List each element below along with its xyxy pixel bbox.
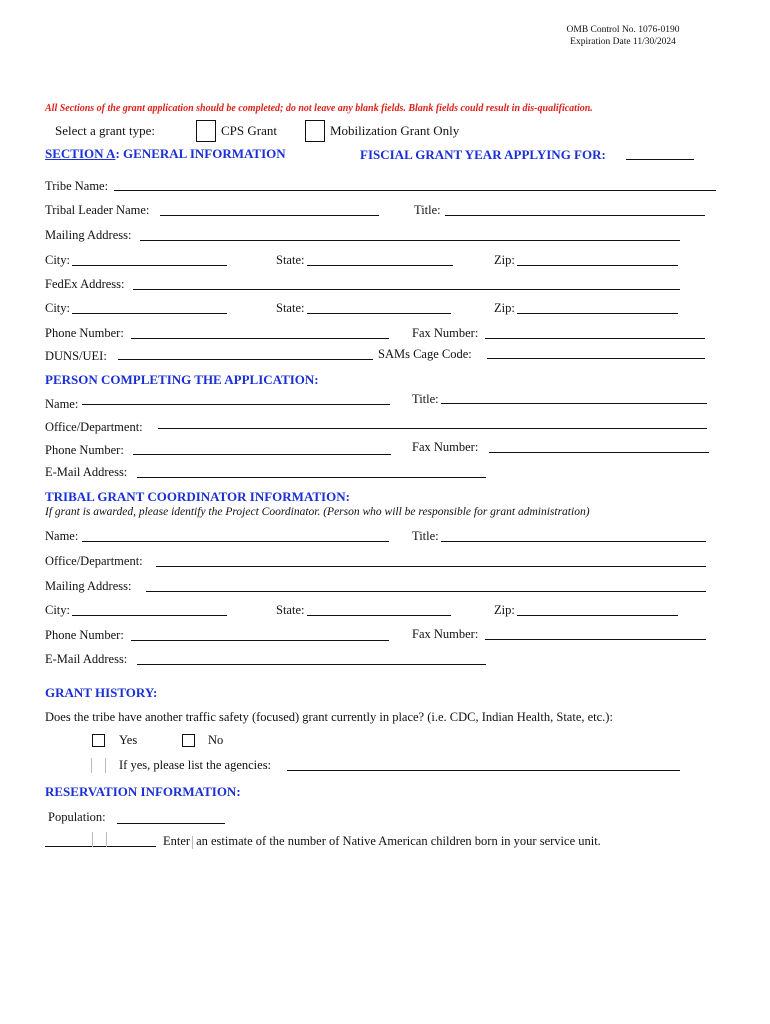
tribal-leader-name-field[interactable] [160, 215, 379, 216]
duns-uei-label: DUNS/UEI: [45, 349, 107, 363]
state-label: State: [276, 253, 305, 267]
person-fax-field[interactable] [489, 452, 709, 453]
coordinator-fax-label: Fax Number: [412, 627, 479, 641]
coordinator-phone-label: Phone Number: [45, 628, 124, 642]
population-label: Population: [48, 810, 106, 824]
tribe-name-label: Tribe Name: [45, 179, 109, 193]
fax-number-label: Fax Number: [412, 326, 479, 340]
no-checkbox[interactable] [182, 734, 195, 747]
mobilization-grant-checkbox[interactable] [305, 120, 325, 142]
agencies-label: If yes, please list the agencies: [119, 758, 272, 772]
coordinator-phone-field[interactable] [131, 640, 389, 641]
population-field[interactable] [117, 823, 225, 824]
tribal-leader-title-label: Title: [414, 203, 441, 217]
state-field[interactable] [307, 265, 453, 266]
fedex-state-label: State: [276, 301, 305, 315]
duns-uei-field[interactable] [118, 359, 373, 360]
tribe-name-field[interactable] [114, 190, 716, 191]
mobilization-grant-label: Mobilization Grant Only [330, 123, 460, 138]
person-title-field[interactable] [441, 403, 707, 404]
fiscal-year-field[interactable] [626, 159, 694, 160]
person-email-field[interactable] [137, 477, 486, 478]
completion-warning: All Sections of the grant application should be completed; do not leave any blank fields. Blank fields could result in dis-qualification. [45, 103, 593, 114]
omb-block [548, 24, 698, 48]
coordinator-city-label: City: [45, 603, 71, 617]
city-field[interactable] [72, 265, 227, 266]
person-title-label: Title: [412, 392, 439, 406]
estimate-enter-word: Enter [163, 834, 191, 848]
tribal-leader-name-label: Tribal Leader Name: [45, 203, 150, 217]
coordinator-name-label: Name: [45, 529, 79, 543]
coordinator-state-field[interactable] [307, 615, 451, 616]
person-fax-label: Fax Number: [412, 440, 479, 454]
sams-cage-code-label: SAMs Cage Code: [378, 347, 472, 361]
city-label: City: [45, 253, 71, 267]
section-a-title: : GENERAL INFORMATION [115, 146, 286, 161]
person-name-label: Name: [45, 397, 79, 411]
person-office-label: Office/Department: [45, 420, 143, 434]
agencies-marker [91, 758, 106, 773]
coordinator-email-label: E-Mail Address: [45, 652, 128, 666]
coordinator-mailing-field[interactable] [146, 591, 706, 592]
section-a-prefix: SECTION A [45, 146, 116, 161]
text-cursor-marker [192, 836, 194, 849]
coordinator-zip-field[interactable] [517, 615, 678, 616]
phone-number-label: Phone Number: [45, 326, 124, 340]
coordinator-title-label: Title: [412, 529, 439, 543]
coordinator-name-field[interactable] [82, 541, 389, 542]
coordinator-note: If grant is awarded, please identify the Project Coordinator. (Person who will be responsible for grant administration) [45, 506, 590, 518]
phone-number-field[interactable] [131, 338, 389, 339]
zip-label: Zip: [494, 253, 515, 267]
fedex-city-label: City: [45, 301, 71, 315]
omb-control-number: OMB Control No. 1076-0190 [566, 25, 680, 35]
grant-history-heading: GRANT HISTORY: [45, 685, 158, 700]
person-phone-field[interactable] [133, 454, 391, 455]
fedex-zip-field[interactable] [517, 313, 678, 314]
fiscal-year-label: FISCIAL GRANT YEAR APPLYING FOR: [360, 147, 606, 162]
yes-checkbox[interactable] [92, 734, 105, 747]
person-email-label: E-Mail Address: [45, 465, 128, 479]
estimate-description: an estimate of the number of Native American children born in your service unit. [196, 834, 601, 848]
no-label: No [208, 733, 224, 747]
coordinator-mailing-label: Mailing Address: [45, 579, 132, 593]
fedex-zip-label: Zip: [494, 301, 515, 315]
coordinator-city-field[interactable] [72, 615, 227, 616]
tribal-leader-title-field[interactable] [445, 215, 705, 216]
coordinator-zip-label: Zip: [494, 603, 515, 617]
agencies-field[interactable] [287, 770, 680, 771]
cps-grant-checkbox[interactable] [196, 120, 216, 142]
mailing-address-field[interactable] [140, 240, 680, 241]
expiration-date: Expiration Date 11/30/2024 [570, 37, 676, 47]
grant-type-label: Select a grant type: [55, 123, 155, 138]
fedex-city-field[interactable] [72, 313, 227, 314]
children-estimate-label [163, 834, 601, 849]
mailing-address-label: Mailing Address: [45, 228, 132, 242]
person-phone-label: Phone Number: [45, 443, 124, 457]
coordinator-email-field[interactable] [137, 664, 486, 665]
coordinator-office-field[interactable] [156, 566, 706, 567]
fedex-state-field[interactable] [307, 313, 451, 314]
grant-history-question: Does the tribe have another traffic safety (focused) grant currently in place? (i.e. CDC, Indian Health, State, etc.): [45, 710, 613, 724]
sams-cage-code-field[interactable] [487, 358, 705, 359]
person-office-field[interactable] [158, 428, 707, 429]
reservation-heading: RESERVATION INFORMATION: [45, 784, 241, 799]
fax-number-field[interactable] [485, 338, 705, 339]
fedex-address-field[interactable] [133, 289, 680, 290]
person-completing-heading: PERSON COMPLETING THE APPLICATION: [45, 372, 319, 387]
person-name-field[interactable] [82, 404, 390, 405]
coordinator-state-label: State: [276, 603, 305, 617]
coordinator-title-field[interactable] [441, 541, 706, 542]
coordinator-office-label: Office/Department: [45, 554, 143, 568]
cps-grant-label: CPS Grant [221, 123, 277, 138]
zip-field[interactable] [517, 265, 678, 266]
yes-label: Yes [119, 733, 138, 747]
fedex-address-label: FedEx Address: [45, 277, 125, 291]
section-a-heading [45, 146, 286, 162]
estimate-marker [92, 832, 107, 847]
coordinator-fax-field[interactable] [485, 639, 706, 640]
coordinator-heading: TRIBAL GRANT COORDINATOR INFORMATION: [45, 489, 350, 504]
